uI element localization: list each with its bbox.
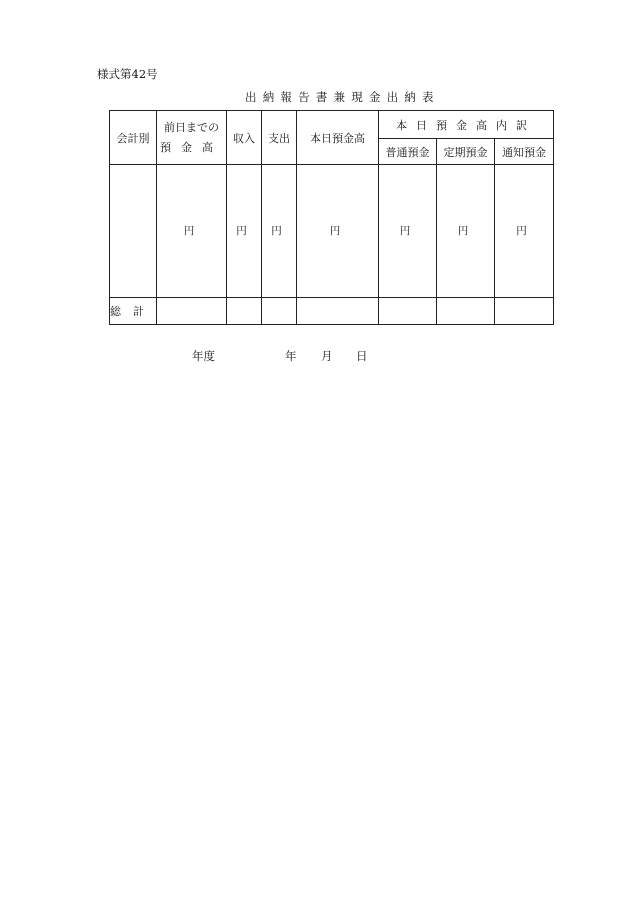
total-fixed-cell	[437, 298, 495, 325]
unit-label: 円	[516, 225, 527, 237]
unit-label: 円	[329, 225, 341, 237]
header-today-balance: 本日預金高	[297, 111, 379, 165]
account-cell	[110, 165, 157, 298]
unit-label: 円	[399, 225, 411, 237]
total-today-balance-cell	[297, 298, 379, 325]
header-expense: 支出	[262, 111, 297, 165]
table-row	[110, 165, 554, 298]
total-income-cell	[227, 298, 262, 325]
header-breakdown: 本日預金高内訳	[379, 111, 554, 139]
unit-label: 円	[457, 225, 469, 237]
today-balance-cell	[297, 165, 379, 298]
ordinary-deposit-cell	[379, 165, 437, 298]
total-prev-balance-cell	[157, 298, 227, 325]
total-expense-cell	[262, 298, 297, 325]
header-ordinary-deposit: 普通預金	[379, 139, 437, 165]
header-fixed-deposit: 定期預金	[437, 139, 495, 165]
form-number: 様式第42号	[97, 67, 158, 81]
cash-report-table	[109, 110, 554, 325]
fiscal-year-label: 年度	[192, 349, 215, 363]
total-label: 総計	[110, 298, 157, 325]
total-ordinary-cell	[379, 298, 437, 325]
unit-label: 円	[236, 225, 247, 237]
header-income: 収入	[227, 111, 262, 165]
document-title: 出納報告書兼現金出納表	[245, 90, 440, 104]
header-prev-balance-line1: 前日までの	[164, 120, 219, 134]
expense-cell	[262, 165, 297, 298]
income-cell	[227, 165, 262, 298]
month-label: 月	[321, 349, 333, 363]
header-notice-deposit: 通知預金	[495, 139, 554, 165]
header-prev-balance	[157, 111, 227, 165]
header-prev-balance-line2: 預金高	[160, 140, 223, 154]
notice-deposit-cell	[495, 165, 554, 298]
header-account: 会計別	[110, 111, 157, 165]
total-row	[110, 298, 554, 325]
total-notice-cell	[495, 298, 554, 325]
unit-label: 円	[271, 225, 282, 237]
year-label: 年	[285, 349, 297, 363]
unit-label: 円	[183, 225, 195, 237]
day-label: 日	[356, 349, 368, 363]
fixed-deposit-cell	[437, 165, 495, 298]
prev-balance-cell	[157, 165, 227, 298]
